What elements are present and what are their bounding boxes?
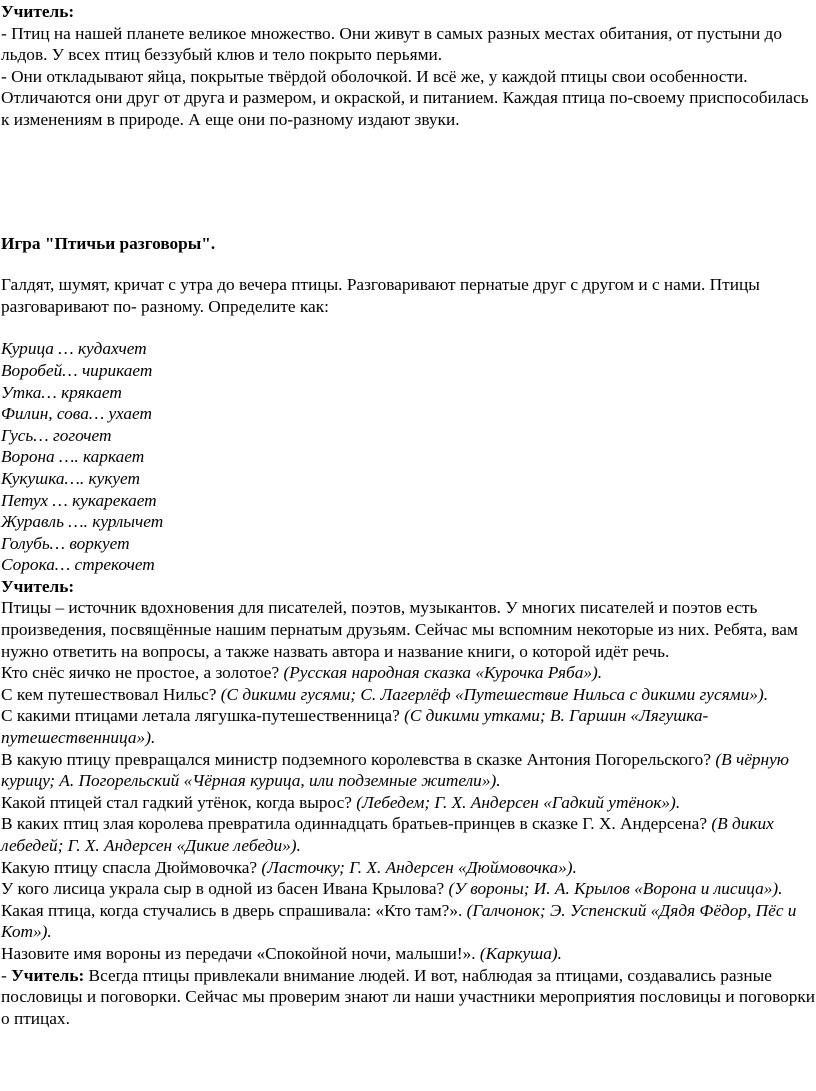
bird-sound-item: Голубь… воркует [1,533,130,553]
quiz-question [1,900,816,943]
bird-sound-item: Курица … кудахчет [1,339,147,359]
question-text: Кто снёс яичко не простое, а золотое? [1,663,284,683]
intro-section [1,1,816,131]
bird-sound-item: Воробей… чирикает [1,360,153,380]
question-text: Какая птица, когда стучались в дверь спрашивала: «Кто там?». [1,900,467,920]
answer-text: (Каркуша). [479,943,562,963]
answer-text: (Лебедем; Г. Х. Андерсен «Гадкий утёнок»). [356,792,681,812]
answer-text: (В диких лебедей; Г. Х. Андерсен «Дикие лебеди»). [1,814,774,855]
quiz-speaker: Учитель: [1,576,75,596]
question-text: Какую птицу спасла Дюймовочка? [1,857,262,877]
quiz-question [1,749,816,792]
answer-text: (С дикими гусями; С. Лагерлёф «Путешествие Нильса с дикими гусями»). [220,684,769,704]
intro-line: - Они откладывают яйца, покрытые твёрдой оболочкой. И всё же, у каждой птицы свои особенности. Отличаются они друг от друга и размером, и окраской, и питанием. Каждая птица по-своему приспособилась к изменениям в природе. А еще они по-разному издают звуки. [1,66,809,129]
bird-sound-item: Ворона …. каркает [1,447,145,467]
closing-speaker: Учитель: [11,965,85,985]
quiz-question [1,878,816,900]
question-text: С кем путешествовал Нильс? [1,684,221,704]
quiz-question [1,684,816,706]
intro-line: - Птиц на нашей планете великое множество. Они живут в самых разных местах обитания, от пустыни до льдов. У всех птиц беззубый клюв и тело покрыто перьями. [1,23,782,65]
bird-sound-item: Гусь… гогочет [1,425,112,445]
closing-paragraph [1,965,816,1030]
answer-text: (У вороны; И. А. Крылов «Ворона и лисица»). [448,879,783,899]
question-text: У кого лисица украла сыр в одной из басен Ивана Крылова? [1,879,449,899]
bird-sound-item: Журавль …. курлычет [1,512,164,532]
quiz-question [1,792,816,814]
bird-sounds-list [1,338,816,576]
question-text: В какую птицу превращался министр подземного королевства в сказке Антония Погорельского? [1,749,716,769]
intro-speaker: Учитель: [1,2,75,21]
bird-sound-item: Утка… крякает [1,382,122,402]
quiz-question [1,705,816,748]
question-text: С какими птицами летала лягушка-путешественница? [1,706,405,726]
game-title: Игра "Птичьи разговоры". [1,233,216,253]
bird-sound-item: Сорока… стрекочет [1,555,155,575]
answer-text: (В чёрную курицу; А. Погорельский «Чёрная курица, или подземные жители»). [1,749,789,791]
answer-text: (Ласточку; Г. Х. Андерсен «Дюймовочка»). [261,857,577,877]
quiz-question [1,662,816,684]
bird-sound-item: Кукушка…. кукует [1,468,140,488]
quiz-question [1,813,816,856]
answer-text: (С дикими утками; В. Гаршин «Лягушка-путешественница»). [1,706,709,748]
closing-dash: - [1,965,12,985]
question-text: В каких птиц злая королева превратила одиннадцать братьев-принцев в сказке Г. Х. Андерсена? [1,814,712,834]
answer-text: (Галчонок; Э. Успенский «Дядя Фёдор, Пёс и Кот»). [1,900,797,942]
document-page [0,1,816,1029]
quiz-question [1,857,816,879]
answer-text: (Русская народная сказка «Курочка Ряба»). [283,663,603,683]
bird-sound-item: Филин, сова… ухает [1,404,152,424]
question-text: Назовите имя вороны из передачи «Спокойной ночи, малыши!». [1,943,480,963]
question-text: Какой птицей стал гадкий утёнок, когда вырос? [1,792,357,812]
bird-sound-item: Петух … кукарекает [1,490,157,510]
game-intro: Галдят, шумят, кричат с утра до вечера птицы. Разговаривают пернатые друг с другом и с нами. Птицы разговаривают по- разному. Определите как: [1,275,760,316]
quiz-section [1,576,816,965]
quiz-intro: Птицы – источник вдохновения для писателей, поэтов, музыкантов. У многих писателей и поэтов есть произведения, посвящённые нашим пернатым друзьям. Сейчас мы вспомним некоторые из них. Ребята, вам нужно ответить на вопросы, а также назвать автора и название книги, о которой идёт речь. [1,598,798,661]
quiz-question [1,943,816,965]
closing-text: Всегда птицы привлекали внимание людей. И вот, наблюдая за птицами, создавались разные пословицы и поговорки. Сейчас мы проверим знают ли наши участники мероприятия пословицы и поговорки о птицах. [1,965,816,1028]
